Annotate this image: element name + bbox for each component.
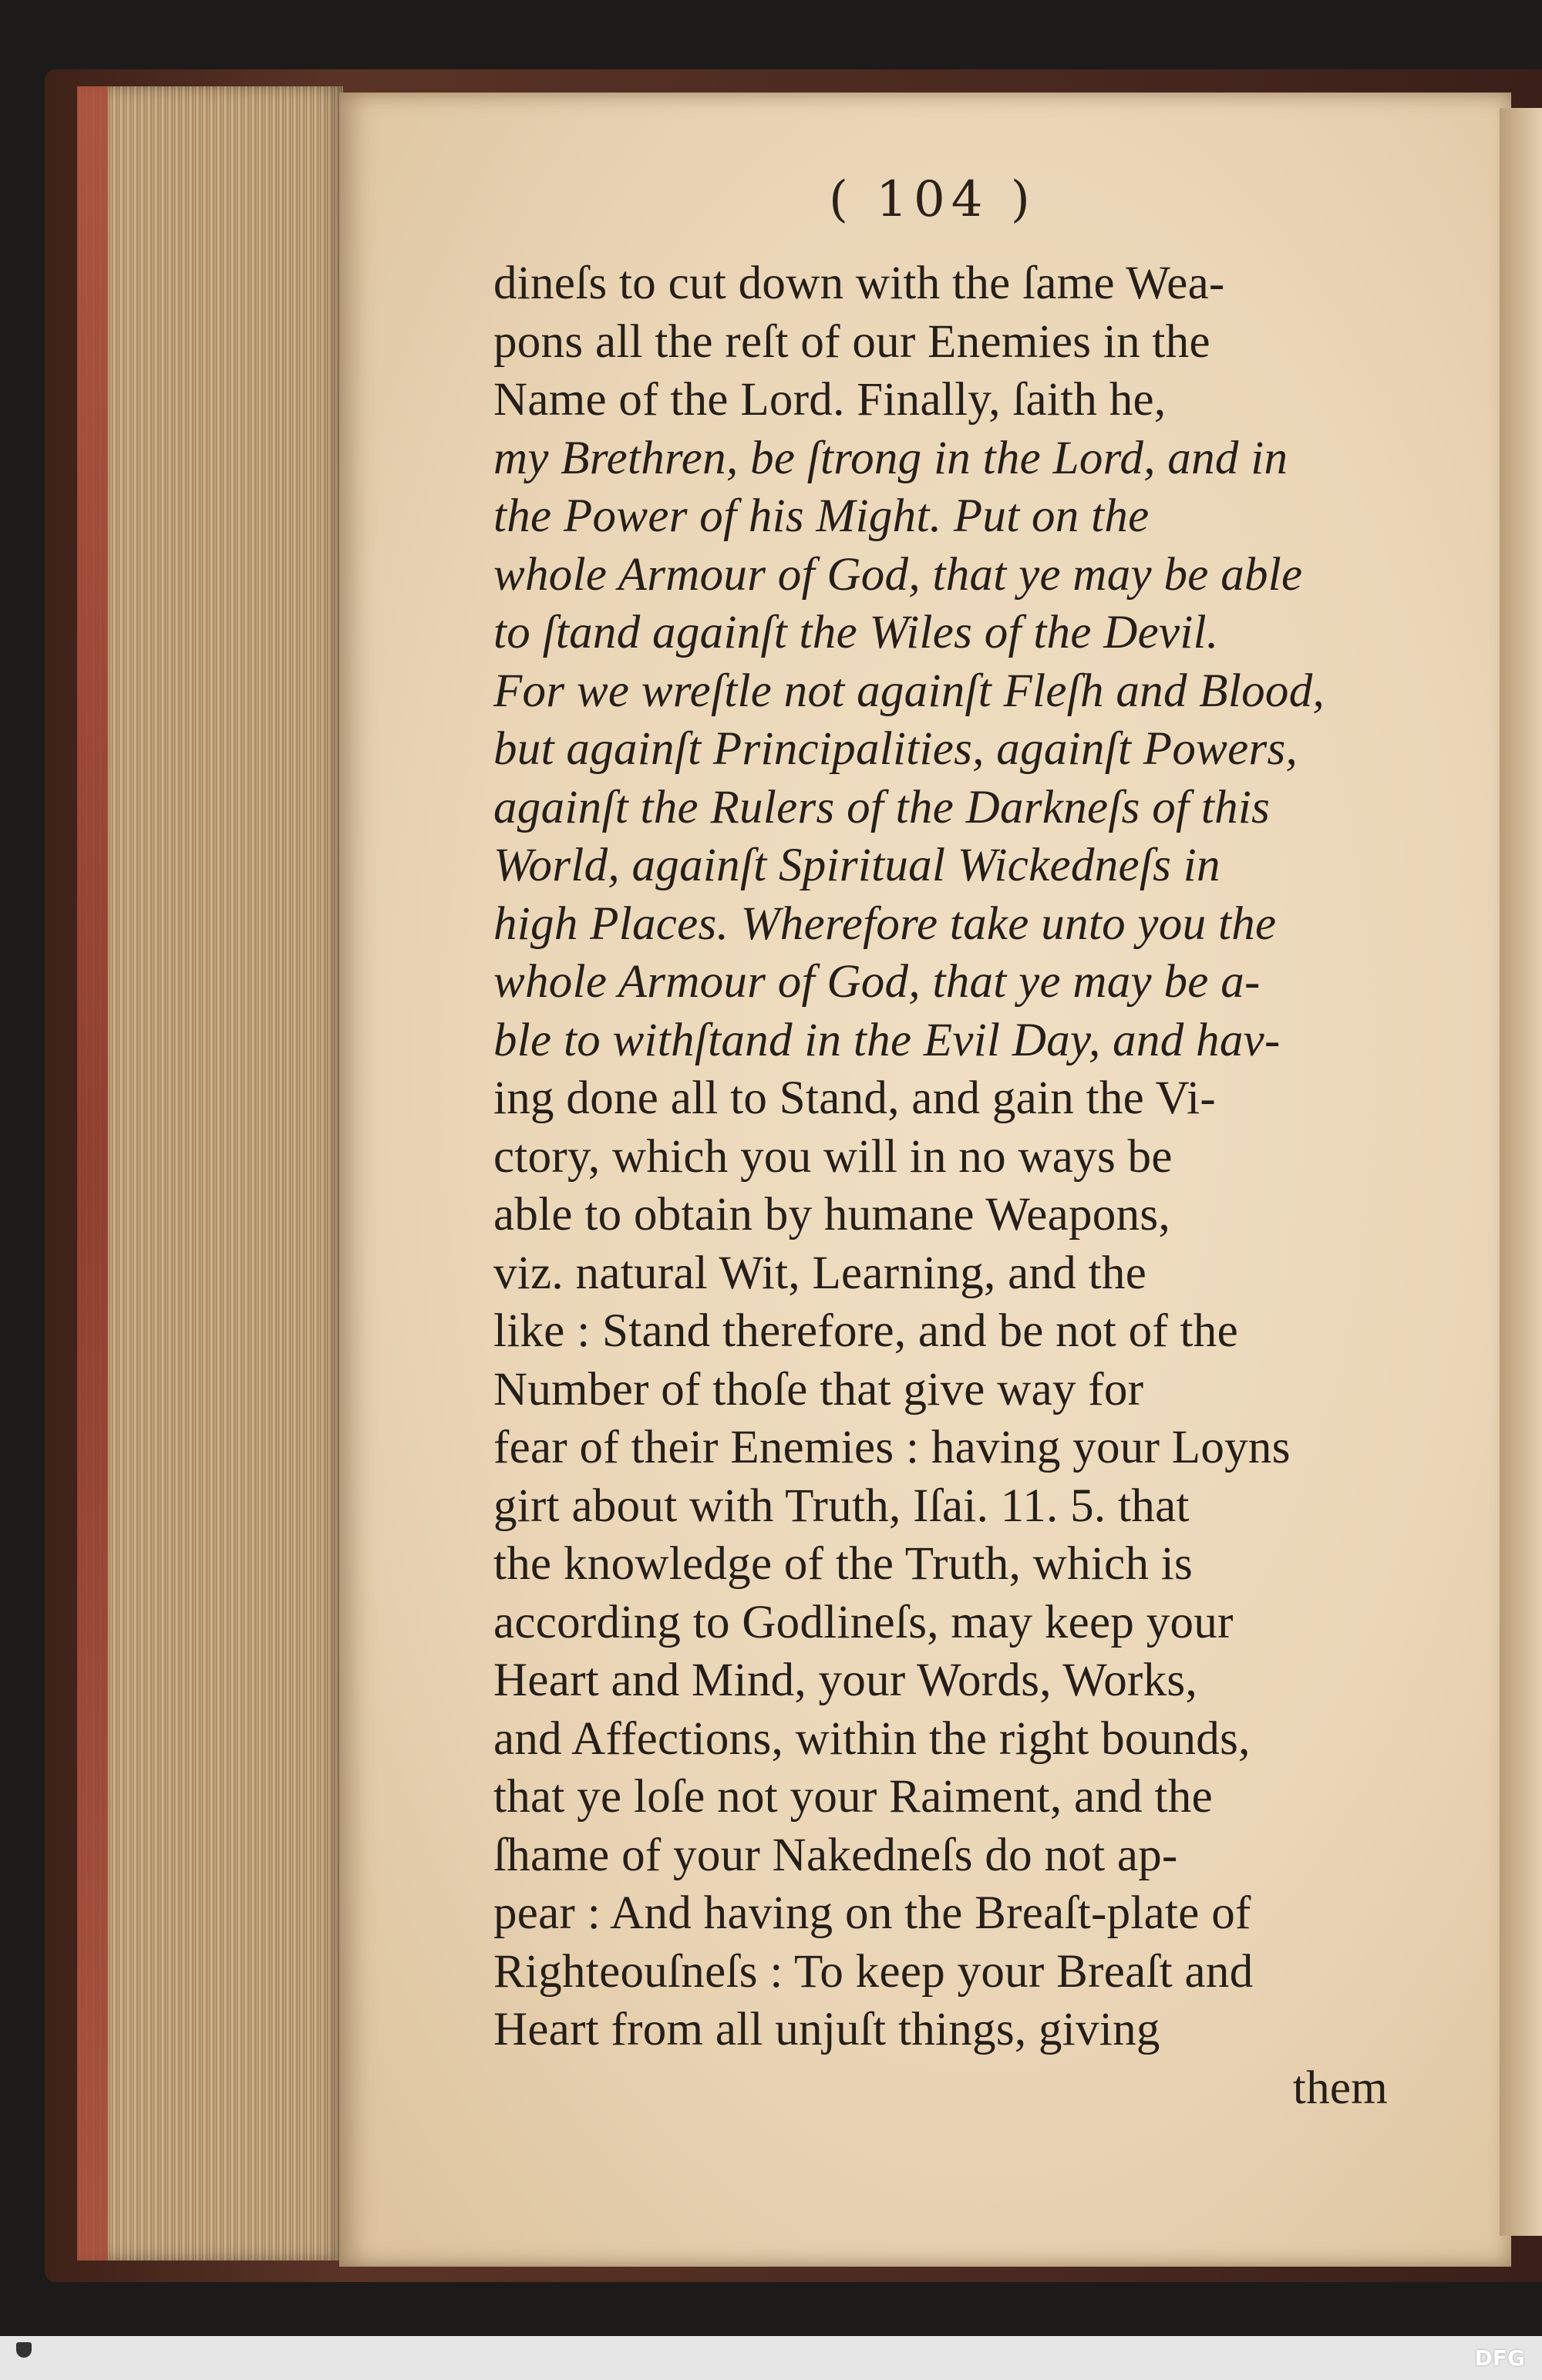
catchword: them: [1292, 2062, 1388, 2114]
text-line: dineſs to cut down with the ſame Wea-: [493, 258, 1225, 309]
red-stained-edge: [77, 86, 108, 2260]
text-line: able to obtain by humane Weapons,: [493, 1189, 1170, 1240]
page-text: [493, 254, 1419, 2117]
text-line: Heart from all unjuſt things, giving: [493, 2004, 1160, 2055]
viewer-footer: [0, 2336, 1542, 2380]
text-line: the knowledge of the Truth, which is: [493, 1538, 1194, 1590]
library-seal-icon: [11, 2342, 37, 2373]
text-line: according to Godlineſs, may keep your: [493, 1596, 1234, 1648]
text-line: World, againſt Spiritual Wickedneſs in: [493, 840, 1220, 891]
facing-page-edge: [1500, 108, 1542, 2236]
text-line: ctory, which you will in no ways be: [493, 1130, 1173, 1183]
text-line: that ye loſe not your Raiment, and the: [493, 1771, 1213, 1823]
text-line: whole Armour of God, that ye may be a-: [493, 956, 1261, 1008]
text-line: the Power of his Might. Put on the: [493, 490, 1150, 542]
text-line: viz. natural Wit, Learning, and the: [493, 1247, 1147, 1299]
text-line: ing done all to Stand, and gain the Vi-: [493, 1072, 1217, 1124]
text-line: whole Armour of God, that ye may be able: [493, 548, 1303, 601]
text-line: to ſtand againſt the Wiles of the Devil.: [493, 607, 1219, 658]
text-line: pons all the reſt of our Enemies in the: [493, 315, 1210, 368]
text-line: Righteouſneſs : To keep your Breaſt and: [493, 1945, 1254, 1998]
text-line: and Affections, within the right bounds,: [493, 1712, 1251, 1765]
text-line: fear of their Enemies : having your Loyns: [493, 1422, 1291, 1473]
text-line: high Places. Wherefore take unto you the: [493, 897, 1277, 950]
text-line: pear : And having on the Breaſt-plate of: [493, 1887, 1251, 1939]
text-line: my Brethren, be ſtrong in the Lord, and in: [493, 432, 1288, 484]
text-line: againſt the Rulers of the Darkneſs of this: [493, 781, 1271, 833]
text-line: Heart and Mind, your Words, Works,: [493, 1655, 1198, 1706]
page-block-edges: [77, 86, 343, 2260]
text-line: but againſt Principalities, againſt Powers,: [493, 723, 1298, 775]
text-line: ſhame of your Nakedneſs do not ap-: [493, 1829, 1178, 1881]
text-line: Name of the Lord. Finally, ſaith he,: [493, 374, 1167, 426]
text-line: Number of thoſe that give way for: [493, 1363, 1144, 1416]
page-number: ( 104 ): [829, 171, 1036, 228]
text-line: girt about with Truth, Iſai. 11. 5. that: [493, 1480, 1190, 1532]
text-line: like : Stand therefore, and be not of the: [493, 1305, 1238, 1357]
text-line: For we wreſtle not againſt Fleſh and Blood,: [493, 665, 1325, 717]
text-line: ble to withſtand in the Evil Day, and hav-: [493, 1014, 1281, 1066]
dfg-logo: DFG: [1474, 2345, 1525, 2371]
